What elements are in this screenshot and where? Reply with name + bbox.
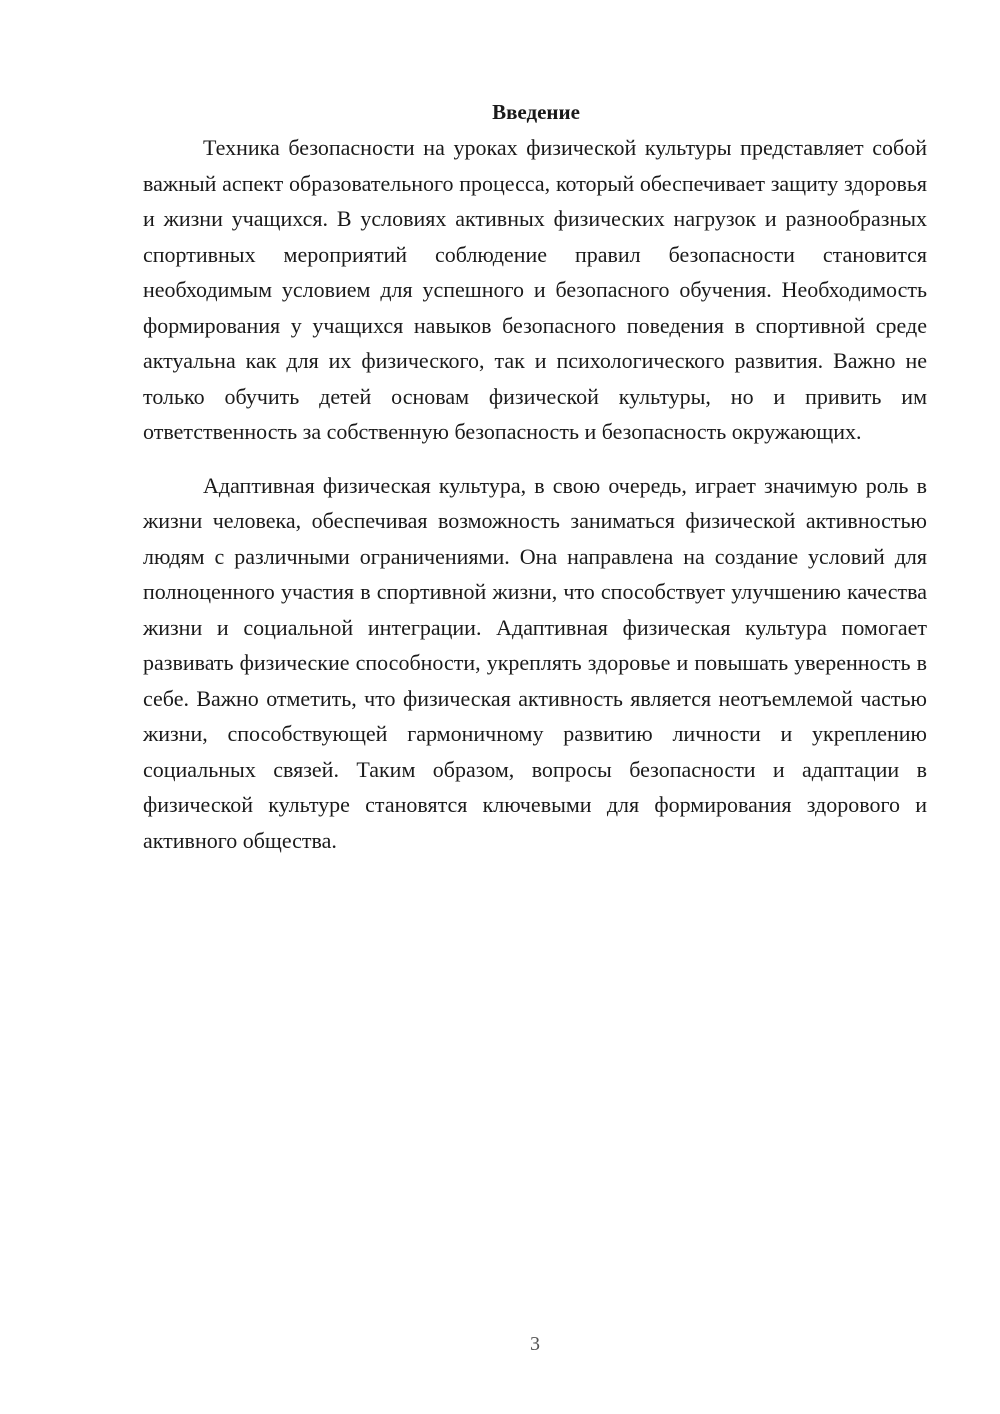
page-number: 3 bbox=[530, 1333, 540, 1355]
paragraph-intro-safety: Техника безопасности на уроках физической культуры представляет собой важный аспект образовательного процесса, который обеспечивает защиту здоровья и жизни учащихся. В условиях активных физических нагрузок и разнообразных спортивных мероприятий соблюдение правил безопасности становится необходимым условием для успешного и безопасного обучения. Необходимость формирования у учащихся навыков безопасного поведения в спортивной среде актуальна как для их физического, так и психологического развития. Важно не только обучить детей основам физической культуры, но и привить им ответственность за собственную безопасность и безопасность окружающих. bbox=[143, 135, 927, 444]
section-title: Введение bbox=[492, 100, 580, 124]
page-content bbox=[143, 95, 927, 858]
paragraph-adaptive-culture: Адаптивная физическая культура, в свою очередь, играет значимую роль в жизни человека, обеспечивая возможность заниматься физической активностью людям с различными ограничениями. Она направлена на создание условий для полноценного участия в спортивной жизни, что способствует улучшению качества жизни и социальной интеграции. Адаптивная физическая культура помогает развивать физические способности, укреплять здоровье и повышать уверенность в себе. Важно отметить, что физическая активность является неотъемлемой частью жизни, способствующей гармоничному развитию личности и укреплению социальных связей. Таким образом, вопросы безопасности и адаптации в физической культуре становятся ключевыми для формирования здорового и активного общества. bbox=[143, 472, 927, 853]
